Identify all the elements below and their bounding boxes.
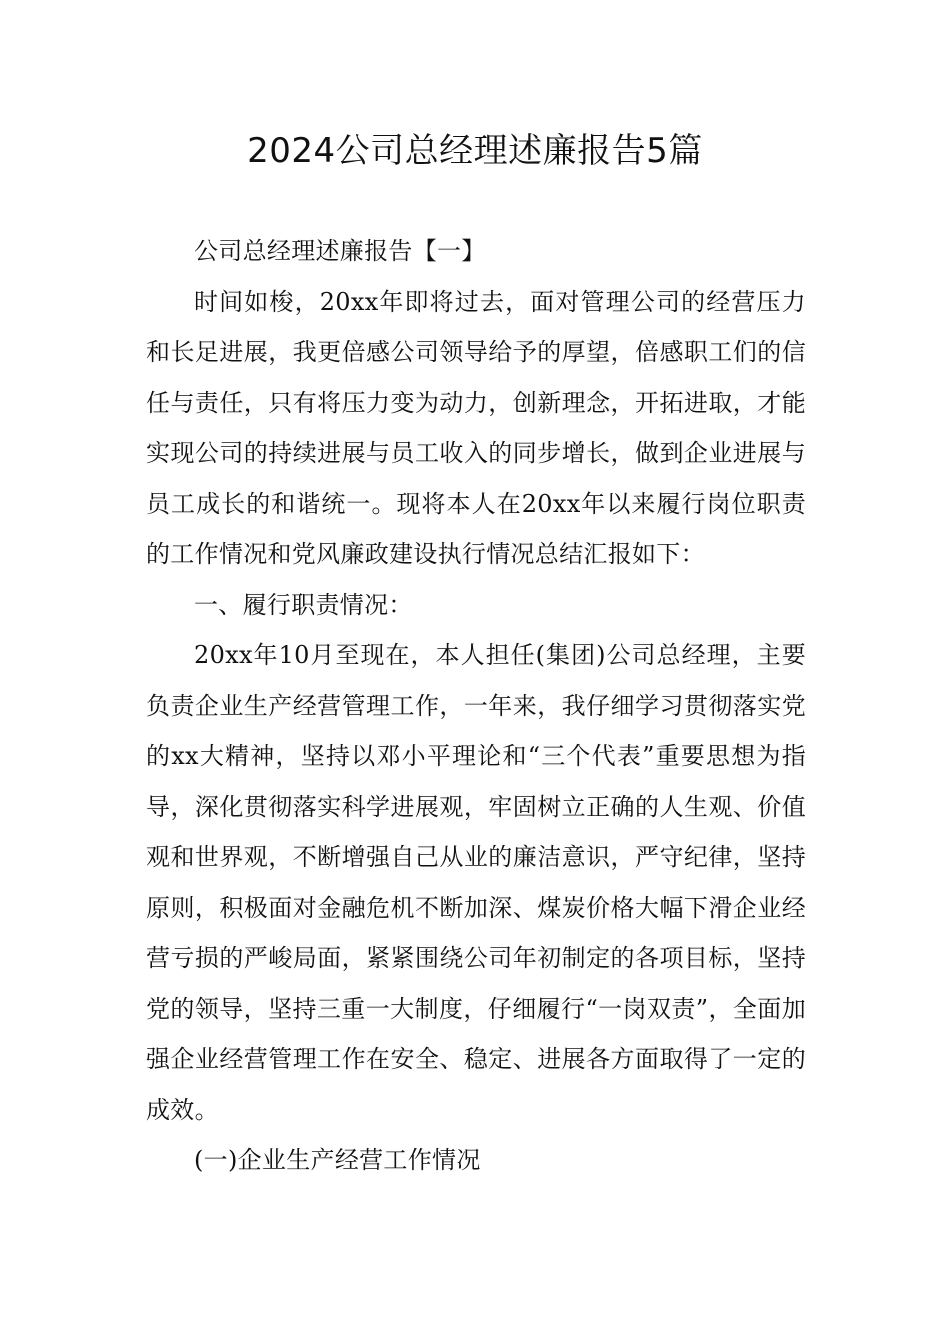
document-body — [146, 226, 806, 1186]
intro-paragraph: 时间如梭，20xx年即将过去，面对管理公司的经营压力和长足进展，我更倍感公司领导给予的厚望，倍感职工们的信任与责任，只有将压力变为动力，创新理念，开拓进取，才能实现公司的持续进展与员工收入的同步增长，做到企业进展与员工成长的和谐统一。现将本人在20xx年以来履行岗位职责的工作情况和党风廉政建设执行情况总结汇报如下： — [146, 287, 806, 568]
section-heading-report-one: 公司总经理述廉报告【一】 — [194, 237, 486, 265]
duties-paragraph: 20xx年10月至现在，本人担任(集团)公司总经理，主要负责企业生产经营管理工作，一年来，我仔细学习贯彻落实党的xx大精神，坚持以邓小平理论和“三个代表”重要思想为指导，深化贯彻落实科学进展观，牢固树立正确的人生观、价值观和世界观，不断增强自己从业的廉洁意识，严守纪律，坚持原则，积极面对金融危机不断加深、煤炭价格大幅下滑企业经营亏损的严峻局面，紧紧围绕公司年初制定的各项目标，坚持党的领导，坚持三重一大制度，仔细履行“一岗双责”，全面加强企业经营管理工作在安全、稳定、进展各方面取得了一定的成效。 — [146, 641, 806, 1124]
document-title: 2024公司总经理述廉报告5篇 — [247, 131, 703, 171]
subsection-heading-operations: (一)企业生产经营工作情况 — [194, 1146, 481, 1174]
section-heading-duties: 一、履行职责情况： — [194, 590, 413, 619]
